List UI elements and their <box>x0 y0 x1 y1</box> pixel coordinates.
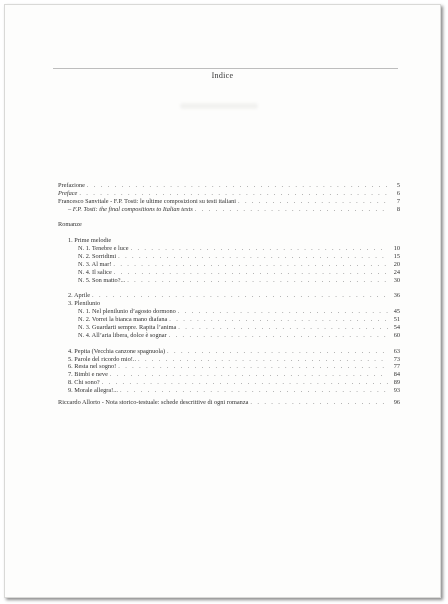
toc-entry-page: 10 <box>393 245 400 253</box>
toc-entry-sanvitale-en <box>58 206 400 214</box>
dot-leader <box>167 348 388 356</box>
toc-entry-page: 89 <box>393 379 400 387</box>
toc-entry <box>58 371 400 379</box>
toc-entry <box>58 348 400 356</box>
toc-entry-allorto <box>58 399 400 407</box>
toc-entry-page: 7 <box>396 197 400 205</box>
book-page <box>4 4 441 598</box>
toc-entry-label: – F.P. Tosti: the final compositions to Italian texts <box>68 205 193 213</box>
toc-entry-label: 2. Aprile <box>68 292 91 300</box>
toc-entry-sanvitale <box>58 198 400 206</box>
spacer <box>58 285 400 293</box>
toc-entry <box>58 277 400 285</box>
dot-leader <box>120 387 388 395</box>
table-of-contents <box>58 182 400 407</box>
toc-entry-page: 8 <box>396 205 400 213</box>
toc-entry-page: 54 <box>393 324 400 332</box>
toc-entry <box>58 253 400 261</box>
toc-entry-label: N. 4. All’aria libera, dolce è sognar <box>78 331 167 339</box>
page-title: Indice <box>211 71 234 80</box>
toc-entry-page: 96 <box>393 399 400 407</box>
dot-leader <box>87 182 388 190</box>
toc-entry-page: 84 <box>393 371 400 379</box>
toc-entry-prefazione <box>58 182 400 190</box>
toc-entry <box>58 332 400 340</box>
header-rule <box>53 68 398 69</box>
dot-leader <box>118 253 388 261</box>
toc-entry-aprile <box>58 292 400 300</box>
toc-entry-page: 24 <box>393 268 400 276</box>
toc-entry-page: 5 <box>396 182 400 189</box>
dot-leader <box>195 206 388 214</box>
toc-entry-page: 93 <box>393 387 400 395</box>
toc-entry-label: 5. Parole del ricordo mio!.. <box>68 355 137 363</box>
toc-entry <box>58 245 400 253</box>
toc-entry-page: 51 <box>393 316 400 324</box>
dot-leader <box>250 399 388 407</box>
toc-entry-page: 77 <box>393 363 400 371</box>
toc-entry-label: 9. Morale allegra!... <box>68 387 119 395</box>
dot-leader <box>238 198 388 206</box>
toc-entry-label: 6. Resta nel sogno! <box>68 363 117 371</box>
dot-leader <box>102 379 388 387</box>
toc-entry <box>58 269 400 277</box>
toc-entry-label: N. 3. Al mar! <box>78 260 112 268</box>
dot-leader <box>178 308 388 316</box>
dot-leader <box>118 363 388 371</box>
dot-leader <box>127 277 388 285</box>
spacer <box>58 340 400 348</box>
toc-entry-label: Preface <box>58 189 78 197</box>
toc-entry-label: N. 4. Il salice <box>78 268 112 276</box>
dot-leader <box>131 245 389 253</box>
toc-entry-page: 36 <box>393 292 400 300</box>
toc-entry-label: N. 5. Son matto?... <box>78 276 126 284</box>
toc-entry-label: N. 3. Guardarti sempre. Rapita l’anima <box>78 324 177 332</box>
dot-leader <box>79 190 388 198</box>
toc-entry-page: 15 <box>393 253 400 261</box>
dot-leader <box>138 356 388 364</box>
toc-entry <box>58 261 400 269</box>
spacer <box>58 229 400 237</box>
toc-entry-page: 6 <box>396 189 400 197</box>
toc-entry-page: 73 <box>393 355 400 363</box>
toc-entry <box>58 316 400 324</box>
toc-entry-page: 63 <box>393 347 400 355</box>
dot-leader <box>92 292 388 300</box>
toc-entry-label: Riccardo Allorto - Nota storico-testuale: schede descrittive di ogni romanza <box>58 399 249 407</box>
toc-entry-preface <box>58 190 400 198</box>
toc-entry-page: 45 <box>393 308 400 316</box>
toc-entry-label: N. 1. Nel plenilunio d’agosto dormono <box>78 308 176 316</box>
group-heading-plenilunio: 3. Plenilunio <box>68 300 101 308</box>
toc-entry-label: 4. Pepita (Vecchia canzone spagnuola) <box>68 347 166 355</box>
group-heading-prime-melodie: 1. Prime melodie <box>68 237 112 245</box>
page-smudge <box>180 103 258 109</box>
dot-leader <box>110 371 388 379</box>
toc-entry <box>58 379 400 387</box>
toc-entry <box>58 324 400 332</box>
toc-entry <box>58 387 400 395</box>
dot-leader <box>169 332 388 340</box>
dot-leader <box>178 324 388 332</box>
dot-leader <box>113 261 388 269</box>
toc-entry <box>58 356 400 364</box>
spacer <box>58 214 400 222</box>
toc-entry-label: Francesco Sanvitale - F.P. Tosti: le ultime composizioni su testi italiani <box>58 197 237 205</box>
dot-leader <box>169 316 388 324</box>
toc-entry-label: 8. Chi sono? <box>68 379 100 387</box>
toc-entry-page: 60 <box>393 331 400 339</box>
toc-entry-label: 7. Bimbi e neve <box>68 371 108 379</box>
dot-leader <box>114 269 388 277</box>
toc-entry-page: 20 <box>393 260 400 268</box>
toc-entry-label: N. 2. Sorridimi <box>78 253 117 261</box>
toc-entry-label: Prefazione <box>58 182 85 189</box>
toc-entry <box>58 308 400 316</box>
toc-entry <box>58 363 400 371</box>
toc-entry-page: 30 <box>393 276 400 284</box>
toc-entry-label: N. 2. Vorrei la bianca mano diafana <box>78 316 168 324</box>
toc-entry-label: N. 1. Tenebre e luce <box>78 245 129 253</box>
section-heading-romanze: Romanze <box>58 221 82 229</box>
